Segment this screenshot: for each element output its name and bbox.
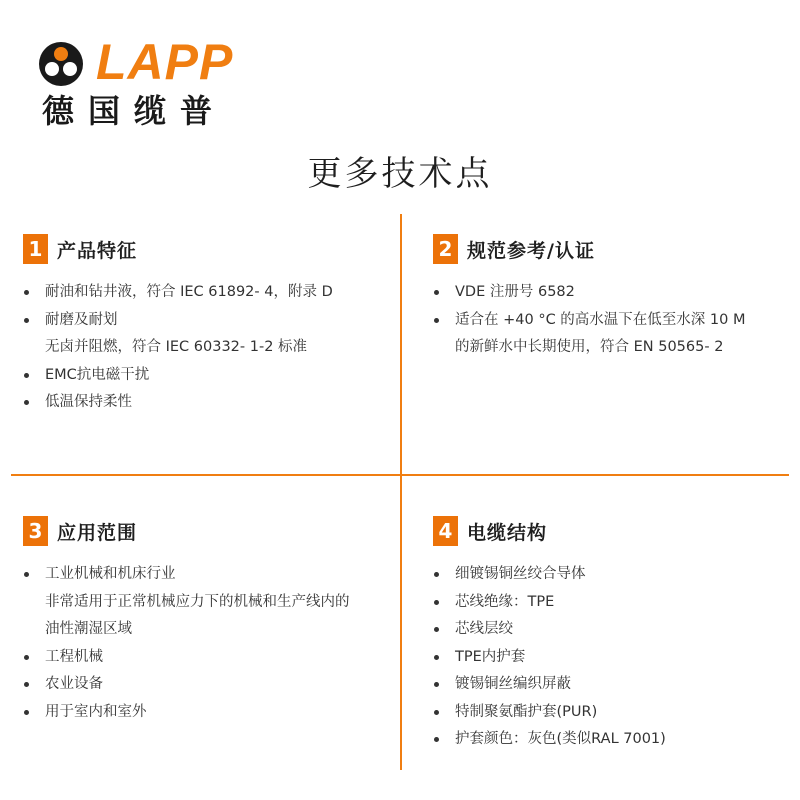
bullet-icon (434, 682, 439, 687)
list-item (433, 699, 793, 727)
bullet-icon (24, 318, 29, 323)
item-text: 工业机械和机床行业 (45, 566, 176, 582)
lapp-logo (38, 34, 258, 133)
section-header (23, 234, 393, 264)
list-item (23, 279, 393, 307)
horizontal-divider (11, 474, 789, 476)
bullet-icon (24, 682, 29, 687)
brand-cn-name: 德国缆普 (42, 92, 227, 130)
section-number-badge: 4 (433, 516, 458, 546)
item-text: VDE 注册号 6582 (455, 284, 575, 300)
list-item (23, 671, 393, 699)
list-item (23, 699, 393, 727)
bullet-icon (434, 710, 439, 715)
list-item (433, 307, 793, 362)
list-item (23, 362, 393, 390)
section-product-features (23, 234, 393, 417)
section-title: 产品特征 (57, 239, 138, 262)
item-text: TPE内护套 (455, 648, 526, 665)
list-item (433, 671, 793, 699)
item-subtext: 的新鲜水中长期使用，符合 EN 50565- 2 (455, 339, 724, 355)
section-cable-structure (433, 516, 793, 754)
list-item (23, 644, 393, 672)
list-item (433, 726, 793, 754)
item-subtext: 无卤并阻燃，符合 IEC 60332- 1-2 标准 (45, 339, 308, 355)
bullet-icon (24, 400, 29, 405)
bullet-icon (434, 600, 439, 605)
bullet-icon (434, 627, 439, 632)
item-text: 工程机械 (45, 648, 103, 665)
section-header (23, 516, 393, 546)
bullet-icon (434, 737, 439, 742)
item-text: 护套颜色：灰色(类似RAL 7001) (455, 731, 666, 747)
item-text: 低温保持柔性 (45, 394, 132, 410)
cable-cross-section-icon (38, 41, 84, 87)
item-text: 芯线层绞 (455, 621, 513, 637)
item-text: 用于室内和室外 (45, 703, 147, 720)
bullet-icon (434, 655, 439, 660)
bullet-icon (24, 710, 29, 715)
bullet-icon (434, 318, 439, 323)
section-number-badge: 1 (23, 234, 48, 264)
item-text: 农业设备 (45, 676, 103, 692)
section-header (433, 516, 793, 546)
item-text: 芯线绝缘：TPE (455, 593, 555, 610)
item-subtext: 油性潮湿区域 (45, 621, 132, 637)
bullet-icon (434, 290, 439, 295)
page-title: 更多技术点 (307, 154, 493, 194)
bullet-icon (24, 655, 29, 660)
section-application-range (23, 516, 393, 726)
list-item (433, 616, 793, 644)
item-text: 耐磨及耐划 (45, 311, 118, 328)
item-subtext: 非常适用于正常机械应力下的机械和生产线内的 (45, 593, 350, 610)
item-text: 适合在 +40 °C 的高水温下在低至水深 10 M (455, 311, 746, 328)
section-number-badge: 3 (23, 516, 48, 546)
list-item (23, 307, 393, 362)
section-number-badge: 2 (433, 234, 458, 264)
bullet-icon (24, 373, 29, 378)
bullet-icon (434, 572, 439, 577)
list-item (433, 589, 793, 617)
section-standards-certification (433, 234, 793, 362)
section-title: 电缆结构 (467, 521, 548, 544)
section-header (433, 234, 793, 264)
list-item (23, 561, 393, 644)
vertical-divider (400, 214, 402, 770)
item-text: 耐油和钻井液，符合 IEC 61892- 4，附录 D (45, 284, 333, 300)
section-title: 应用范围 (57, 521, 138, 544)
section-title: 规范参考/认证 (467, 239, 595, 262)
brand-name: LAPP (96, 34, 234, 90)
list-item (433, 561, 793, 589)
item-text: 镀锡铜丝编织屏蔽 (455, 676, 571, 692)
item-text: 细镀锡铜丝绞合导体 (455, 566, 586, 582)
list-item (23, 389, 393, 417)
item-text: EMC抗电磁干扰 (45, 366, 150, 383)
bullet-icon (24, 290, 29, 295)
bullet-icon (24, 572, 29, 577)
list-item (433, 279, 793, 307)
list-item (433, 644, 793, 672)
item-text: 特制聚氨酯护套(PUR) (455, 703, 598, 720)
